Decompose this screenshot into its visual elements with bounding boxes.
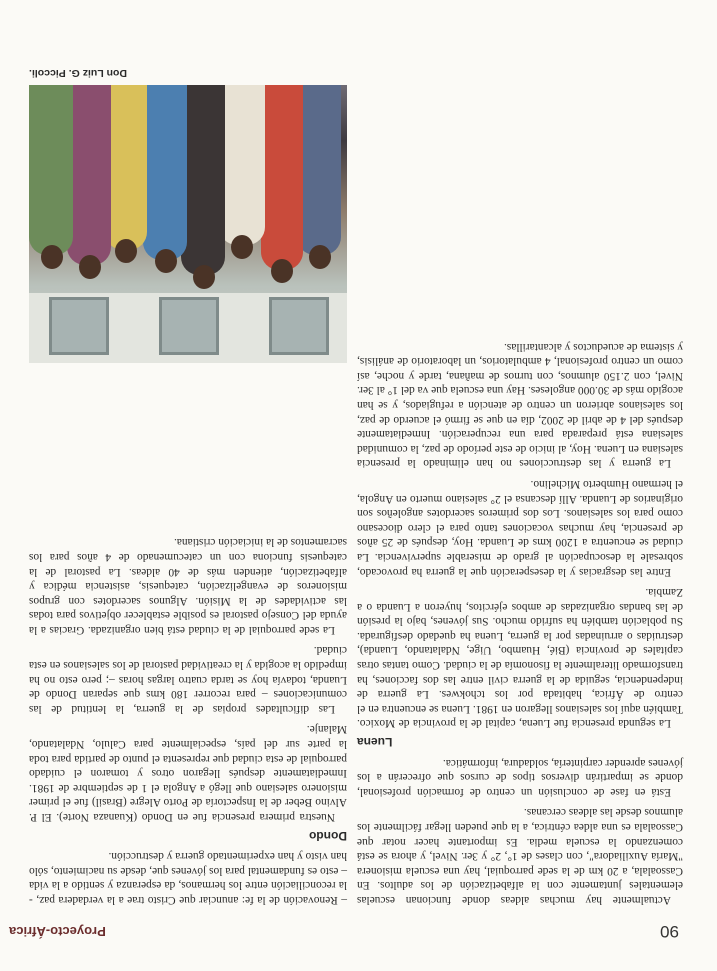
photo-person (181, 85, 225, 275)
photo-head (309, 245, 331, 269)
photo-window (49, 297, 109, 355)
paragraph: La sede parroquial de la ciudad está bien organizada. Gracias a la ayuda del Consejo pastoral es posible establecer objetivos para todas las actividades de la Misión. Algunos sacerdotes con grupos misioneros de evangelización, catequesis, asistencia médica y alfabetización, atienden más de 40 aldeas. La pastoral de la catequesis funciona con un catecumenado de 4 años para los sacramentos de la iniciación cristiana. (29, 536, 347, 636)
photo-caption: Don Luiz G. Piccoli. (29, 67, 128, 79)
left-column (357, 333, 683, 907)
photo-block (29, 53, 347, 363)
paragraph: Entre las desgracias y la desesperación que la guerra ha provocado, sobresale la desocupación al grado de miserable supervivencia. La ciudad se encuentra a 1200 kms de Luanda. Hoy, después de 25 años de presencia, hay muchas vocaciones tanto para el clero diocesano como para los salesianos. Los dos primeros sacerdotes angoleños son originarios de Luanda. Allí descansa el 2° salesiano muerto en Angola, el hermano Humberto Michelino. (357, 477, 683, 578)
photo-person (143, 85, 187, 260)
section-heading-luena: Luena (357, 735, 393, 750)
photo-head (115, 239, 137, 263)
right-column (29, 529, 347, 907)
brand-title: Proyecto-África (9, 924, 106, 939)
group-photo (29, 85, 347, 363)
photo-head (79, 255, 101, 279)
photo-head (193, 265, 215, 289)
photo-window (159, 297, 219, 355)
paragraph: Las dificultades propias de la guerra, la lentitud de las comunicaciones – para recorrer 180 kms que separan Dondo de Luanda, todavía hoy se tarda cuatro largas horas –; pero esto no ha impedido la acogida y la creatividad pastoral de los salesianos en esta ciudad. (29, 644, 347, 715)
photo-head (155, 249, 177, 273)
paragraph: La guerra y las destrucciones no han eliminado la presencia salesiana en Luena. Hoy, al inicio de este período de paz, la comunidad salesiana está preparada para una recuperación. Inmediatamente después del 4 de abril de 2002, día en que se firmó el acuerdo de paz, los salesianos abrieron un centro de atención a refugiados, y se han acogido más de 30.000 angoleses. Hay una escuela que va del 1° al 3er. Nivel, con 2.150 alumnos, con turnos de mañana, tarde y noche, así como un centro profesional, 4 ambulatorios, un laboratorio de análisis, y sistema de acueductos y alcantarillas. (357, 340, 683, 470)
page-number: 90 (660, 922, 679, 941)
page-header (0, 913, 717, 943)
paragraph: Está en fase de conclusión un centro de formación profesional, donde se impartirán diversos tipos de cursos que ofrecerán a los jóvenes aprender carpintería, soldadura, informática. (357, 756, 683, 798)
section-heading-dondo: Dondo (309, 828, 347, 843)
photo-head (41, 245, 63, 269)
photo-person (297, 85, 341, 255)
photo-window (269, 297, 329, 355)
paragraph: Actualmente hay muchas aldeas donde funcionan escuelas elementales juntamente con la alfabetización de los adultos. En Cassoalala, a 20 km de la sede parroquial, hay una escuela misionera "María Auxiliadora", con clases de 1°, 2° y 3er. Nivel, y ahora se está comenzando la escuela media. Es importante hacer notar que Cassoalala es una aldea céntrica, a la que pueden llegar fácilmente los alumnos desde las aldeas cercanas. (357, 806, 683, 906)
photo-person (261, 85, 303, 270)
photo-head (231, 235, 253, 259)
photo-head (271, 259, 293, 283)
photo-person (67, 85, 111, 265)
paragraph: – Renovación de la fe: anunciar que Cristo trae a la verdadera paz, - la reconciliación entre los hermanos, da esperanza y sentido a la vida – esto es fundamental para los jóvenes que, desde su nacimiento, sólo han visto y han experimentado guerra y destrucción. (29, 850, 347, 906)
photo-person (219, 85, 265, 245)
right-upper-text (29, 535, 347, 907)
paragraph: Nuestra primera presencia fue en Dondo (Kuanaza Norte). El P. Alvino Beber de la Inspectoría de Porto Alegre (Brasil) fue el primer misionero salesiano que llegó a Angola el 1 de septiembre de 1981. Inmediatamente después llegaron otros y tomaron el cuidado parroquial de esta ciudad que representa el punto de partida para toda la parte sur del país, especialmente para Calulo, Ndalatando, Malanje. (29, 723, 347, 824)
photo-person (105, 85, 147, 250)
paragraph: La segunda presencia fue Luena, capital de la provincia de Moxico. También aquí los salesianos llegaron en 1981. Luena se encuentra en el centro de África, habitada por los tchokwes. La guerra de independencia, seguida de la guerra civil entre las dos facciones, ha transformado literalmente la fisonomía de la ciudad. Como tantas otras capitales de provincia (Bié, Huambo, Uige, Ndalatando, Luanda), destruidas o arruinadas por la guerra, Luena ha quedado desfigurada. Su población también ha sufrido mucho. Sus jóvenes, bajo la presión de las bandas organizadas de ambos ejércitos, huyeron a Luanda o a Zambia. (357, 586, 683, 730)
photo-person (29, 85, 73, 255)
